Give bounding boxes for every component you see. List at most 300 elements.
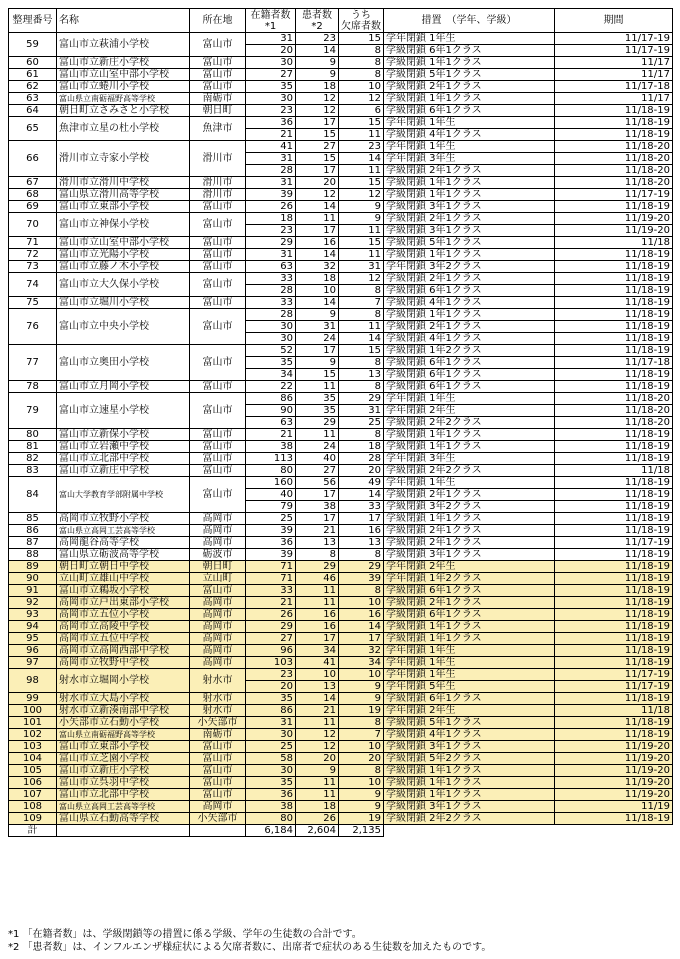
enrolled-count: 35 (246, 81, 296, 93)
closure-measure: 学年閉鎖 1年生 (384, 141, 555, 153)
enrolled-count: 31 (246, 717, 296, 729)
enrolled-count: 58 (246, 753, 296, 765)
enrolled-count: 26 (246, 609, 296, 621)
enrolled-count: 86 (246, 393, 296, 405)
patient-count: 8 (296, 549, 339, 561)
closure-measure: 学級閉鎖 4年1クラス (384, 129, 555, 141)
enrolled-count: 30 (246, 333, 296, 345)
absent-count: 31 (339, 405, 384, 417)
closure-period: 11/18-19 (555, 285, 673, 297)
closure-period: 11/19-20 (555, 789, 673, 801)
closure-period: 11/17-19 (555, 45, 673, 57)
table-row (9, 801, 673, 813)
closure-period: 11/18-19 (555, 105, 673, 117)
table-row (9, 705, 673, 717)
table-row (9, 585, 673, 597)
patient-count: 17 (296, 345, 339, 357)
closure-period: 11/18-19 (555, 489, 673, 501)
closure-period: 11/18-19 (555, 585, 673, 597)
enrolled-count: 31 (246, 33, 296, 45)
patient-count: 17 (296, 489, 339, 501)
table-row (9, 525, 673, 537)
closure-period: 11/18-19 (555, 729, 673, 741)
patient-count: 12 (296, 93, 339, 105)
closure-period: 11/18-19 (555, 597, 673, 609)
school-location: 立山町 (190, 573, 246, 585)
closure-measure: 学級閉鎖 5年2クラス (384, 753, 555, 765)
closure-period: 11/18-19 (555, 297, 673, 309)
absent-count: 8 (339, 309, 384, 321)
absent-count: 32 (339, 645, 384, 657)
patient-count: 29 (296, 417, 339, 429)
patient-count: 17 (296, 225, 339, 237)
patient-count: 35 (296, 405, 339, 417)
header-enrolled: 在籍者数 *1 (246, 9, 296, 33)
school-name: 富山市立藤ノ木小学校 (57, 261, 190, 273)
school-name: 射水市立大島小学校 (57, 693, 190, 705)
closure-measure: 学級閉鎖 2年2クラス (384, 417, 555, 429)
table-row (9, 477, 673, 489)
closure-measure: 学級閉鎖 3年1クラス (384, 741, 555, 753)
enrolled-count: 22 (246, 381, 296, 393)
enrolled-count: 160 (246, 477, 296, 489)
school-location: 南砺市 (190, 729, 246, 741)
closure-measure: 学級閉鎖 6年1クラス (384, 585, 555, 597)
closure-table (8, 8, 673, 837)
school-number: 81 (9, 441, 57, 453)
school-name: 高岡市立高陵中学校 (57, 621, 190, 633)
school-location: 朝日町 (190, 561, 246, 573)
closure-measure: 学級閉鎖 6年1クラス (384, 45, 555, 57)
patient-count: 17 (296, 165, 339, 177)
enrolled-count: 71 (246, 573, 296, 585)
table-row (9, 693, 673, 705)
school-number: 82 (9, 453, 57, 465)
closure-period: 11/18-19 (555, 573, 673, 585)
table-row (9, 765, 673, 777)
school-number: 72 (9, 249, 57, 261)
table-row (9, 573, 673, 585)
school-location: 富山市 (190, 441, 246, 453)
closure-period: 11/18-19 (555, 441, 673, 453)
closure-measure: 学級閉鎖 2年1クラス (384, 165, 555, 177)
school-location: 高岡市 (190, 597, 246, 609)
table-row (9, 561, 673, 573)
closure-measure: 学級閉鎖 5年1クラス (384, 69, 555, 81)
closure-period: 11/18-19 (555, 453, 673, 465)
closure-measure: 学年閉鎖 1年生 (384, 117, 555, 129)
school-name: 富山市立神保小学校 (57, 213, 190, 237)
absent-count: 19 (339, 705, 384, 717)
patient-count: 15 (296, 153, 339, 165)
enrolled-count: 31 (246, 177, 296, 189)
table-row (9, 789, 673, 801)
closure-period: 11/18-19 (555, 657, 673, 669)
closure-period: 11/18-19 (555, 693, 673, 705)
school-location: 高岡市 (190, 609, 246, 621)
school-number: 74 (9, 273, 57, 297)
absent-count: 15 (339, 345, 384, 357)
school-name: 富山県立高岡工芸高等学校 (57, 801, 190, 813)
footnote-2: *2 「患者数」は、インフルエンザ様症状による欠席者数に、出席者で症状のある生徒数を加えたものです。 (8, 942, 492, 953)
school-number: 85 (9, 513, 57, 525)
closure-period: 11/18-19 (555, 525, 673, 537)
total-blank-measure (384, 825, 555, 837)
patient-count: 12 (296, 741, 339, 753)
school-number: 75 (9, 297, 57, 309)
closure-measure: 学年閉鎖 1年生 (384, 645, 555, 657)
enrolled-count: 35 (246, 357, 296, 369)
header-absent: うち 欠席者数 (339, 9, 384, 33)
patient-count: 41 (296, 657, 339, 669)
closure-measure: 学級閉鎖 6年1クラス (384, 105, 555, 117)
closure-measure: 学年閉鎖 1年2クラス (384, 573, 555, 585)
absent-count: 9 (339, 201, 384, 213)
enrolled-count: 40 (246, 489, 296, 501)
patient-count: 24 (296, 333, 339, 345)
patient-count: 40 (296, 453, 339, 465)
enrolled-count: 28 (246, 309, 296, 321)
school-location: 富山市 (190, 429, 246, 441)
closure-period: 11/18-19 (555, 633, 673, 645)
absent-count: 25 (339, 417, 384, 429)
table-row (9, 297, 673, 309)
enrolled-count: 36 (246, 537, 296, 549)
closure-measure: 学級閉鎖 1年1クラス (384, 513, 555, 525)
table-row (9, 537, 673, 549)
patient-count: 10 (296, 285, 339, 297)
patient-count: 9 (296, 357, 339, 369)
school-number: 101 (9, 717, 57, 729)
closure-measure: 学級閉鎖 2年1クラス (384, 489, 555, 501)
school-number: 109 (9, 813, 57, 825)
school-name: 富山市立萩浦小学校 (57, 33, 190, 57)
closure-measure: 学級閉鎖 1年1クラス (384, 429, 555, 441)
absent-count: 14 (339, 489, 384, 501)
school-name: 富山市立蜷川小学校 (57, 81, 190, 93)
closure-measure: 学年閉鎖 1年生 (384, 393, 555, 405)
school-name: 富山市立新庄中学校 (57, 465, 190, 477)
table-row (9, 633, 673, 645)
patient-count: 32 (296, 261, 339, 273)
school-location: 富山市 (190, 69, 246, 81)
closure-period: 11/18-19 (555, 477, 673, 489)
school-name: 高岡市立牧野小学校 (57, 513, 190, 525)
school-location: 高岡市 (190, 645, 246, 657)
closure-period: 11/18-19 (555, 273, 673, 285)
patient-count: 27 (296, 465, 339, 477)
school-number: 90 (9, 573, 57, 585)
enrolled-count: 39 (246, 549, 296, 561)
enrolled-count: 63 (246, 417, 296, 429)
enrolled-count: 23 (246, 669, 296, 681)
absent-count: 15 (339, 33, 384, 45)
closure-period: 11/18-19 (555, 309, 673, 321)
school-location: 富山市 (190, 789, 246, 801)
school-name: 射水市立堀岡小学校 (57, 669, 190, 693)
patient-count: 11 (296, 777, 339, 789)
closure-period: 11/19-20 (555, 777, 673, 789)
enrolled-count: 23 (246, 225, 296, 237)
closure-period: 11/18 (555, 237, 673, 249)
closure-period: 11/18-19 (555, 345, 673, 357)
school-location: 富山市 (190, 201, 246, 213)
school-location: 富山市 (190, 741, 246, 753)
closure-period: 11/18-19 (555, 813, 673, 825)
school-number: 102 (9, 729, 57, 741)
enrolled-count: 30 (246, 765, 296, 777)
absent-count: 8 (339, 45, 384, 57)
footnote-1: *1 「在籍者数」は、学級閉鎖等の措置に係る学級、学年の生徒数の合計です。 (8, 929, 362, 940)
school-number: 100 (9, 705, 57, 717)
enrolled-count: 38 (246, 801, 296, 813)
closure-measure: 学級閉鎖 4年1クラス (384, 333, 555, 345)
enrolled-count: 30 (246, 729, 296, 741)
patient-count: 12 (296, 189, 339, 201)
closure-measure: 学級閉鎖 1年2クラス (384, 345, 555, 357)
school-name: 富山大学教育学部附属中学校 (57, 477, 190, 513)
school-number: 96 (9, 645, 57, 657)
absent-count: 11 (339, 165, 384, 177)
enrolled-count: 90 (246, 405, 296, 417)
school-number: 83 (9, 465, 57, 477)
school-location: 射水市 (190, 705, 246, 717)
closure-period: 11/18-19 (555, 609, 673, 621)
patient-count: 17 (296, 513, 339, 525)
school-number: 103 (9, 741, 57, 753)
closure-measure: 学年閉鎖 5年生 (384, 681, 555, 693)
school-location: 滑川市 (190, 177, 246, 189)
absent-count: 13 (339, 369, 384, 381)
absent-count: 8 (339, 717, 384, 729)
absent-count: 8 (339, 357, 384, 369)
closure-measure: 学年閉鎖 3年2クラス (384, 261, 555, 273)
enrolled-count: 79 (246, 501, 296, 513)
school-name: 富山県立滑川高等学校 (57, 189, 190, 201)
patient-count: 13 (296, 681, 339, 693)
table-row (9, 237, 673, 249)
school-location: 富山市 (190, 57, 246, 69)
patient-count: 11 (296, 213, 339, 225)
school-name: 富山市立北部中学校 (57, 789, 190, 801)
closure-period: 11/18-19 (555, 333, 673, 345)
absent-count: 10 (339, 777, 384, 789)
closure-period: 11/17-19 (555, 681, 673, 693)
patient-count: 31 (296, 321, 339, 333)
closure-measure: 学級閉鎖 4年1クラス (384, 297, 555, 309)
school-name: 富山市立東部小学校 (57, 201, 190, 213)
patient-count: 18 (296, 801, 339, 813)
patient-count: 20 (296, 177, 339, 189)
table-row (9, 669, 673, 681)
closure-period: 11/17 (555, 69, 673, 81)
closure-measure: 学級閉鎖 1年1クラス (384, 177, 555, 189)
absent-count: 11 (339, 225, 384, 237)
school-name: 射水市立新湊南部中学校 (57, 705, 190, 717)
table-row (9, 69, 673, 81)
absent-count: 12 (339, 189, 384, 201)
closure-period: 11/18-19 (555, 129, 673, 141)
absent-count: 12 (339, 273, 384, 285)
school-location: 富山市 (190, 249, 246, 261)
enrolled-count: 25 (246, 741, 296, 753)
enrolled-count: 29 (246, 621, 296, 633)
patient-count: 17 (296, 633, 339, 645)
patient-count: 18 (296, 81, 339, 93)
enrolled-count: 25 (246, 513, 296, 525)
school-name: 富山市立奥田小学校 (57, 345, 190, 381)
school-location: 滑川市 (190, 189, 246, 201)
enrolled-count: 30 (246, 321, 296, 333)
closure-measure: 学年閉鎖 1年生 (384, 657, 555, 669)
table-row (9, 657, 673, 669)
footnotes (8, 928, 491, 954)
absent-count: 29 (339, 393, 384, 405)
patient-count: 11 (296, 789, 339, 801)
school-name: 富山市立北部中学校 (57, 453, 190, 465)
table-row (9, 93, 673, 105)
school-number: 94 (9, 621, 57, 633)
enrolled-count: 80 (246, 465, 296, 477)
closure-period: 11/18-19 (555, 561, 673, 573)
closure-measure: 学年閉鎖 2年生 (384, 405, 555, 417)
patient-count: 11 (296, 597, 339, 609)
absent-count: 17 (339, 513, 384, 525)
school-name: 魚津市立星の杜小学校 (57, 117, 190, 141)
table-row (9, 213, 673, 225)
table-row (9, 201, 673, 213)
absent-count: 8 (339, 585, 384, 597)
enrolled-count: 63 (246, 261, 296, 273)
closure-period: 11/17-18 (555, 357, 673, 369)
absent-count: 11 (339, 129, 384, 141)
table-row (9, 609, 673, 621)
school-location: 富山市 (190, 33, 246, 57)
total-row (9, 825, 673, 837)
closure-period: 11/18-19 (555, 369, 673, 381)
header-patients: 患者数 *2 (296, 9, 339, 33)
closure-measure: 学級閉鎖 2年1クラス (384, 597, 555, 609)
school-number: 62 (9, 81, 57, 93)
enrolled-count: 71 (246, 561, 296, 573)
total-blank-loc (190, 825, 246, 837)
enrolled-count: 96 (246, 645, 296, 657)
school-number: 91 (9, 585, 57, 597)
school-name: 富山市立山室中部小学校 (57, 237, 190, 249)
table-row (9, 249, 673, 261)
absent-count: 8 (339, 429, 384, 441)
school-number: 59 (9, 33, 57, 57)
absent-count: 9 (339, 789, 384, 801)
closure-measure: 学年閉鎖 1年生 (384, 33, 555, 45)
closure-measure: 学級閉鎖 3年1クラス (384, 201, 555, 213)
school-number: 68 (9, 189, 57, 201)
closure-period: 11/19-20 (555, 213, 673, 225)
patient-count: 14 (296, 693, 339, 705)
closure-measure: 学級閉鎖 1年1クラス (384, 777, 555, 789)
school-location: 射水市 (190, 693, 246, 705)
table-row (9, 189, 673, 201)
patient-count: 14 (296, 297, 339, 309)
absent-count: 28 (339, 453, 384, 465)
school-location: 小矢部市 (190, 717, 246, 729)
closure-period: 11/18-19 (555, 321, 673, 333)
absent-count: 10 (339, 597, 384, 609)
closure-period: 11/18 (555, 705, 673, 717)
patient-count: 12 (296, 105, 339, 117)
closure-measure: 学級閉鎖 1年1クラス (384, 441, 555, 453)
school-location: 富山市 (190, 345, 246, 381)
school-name: 富山県立砺波高等学校 (57, 549, 190, 561)
closure-period: 11/17-19 (555, 669, 673, 681)
school-number: 78 (9, 381, 57, 393)
closure-measure: 学級閉鎖 6年1クラス (384, 609, 555, 621)
absent-count: 18 (339, 441, 384, 453)
school-number: 79 (9, 393, 57, 429)
closure-measure: 学級閉鎖 2年1クラス (384, 81, 555, 93)
absent-count: 16 (339, 609, 384, 621)
absent-count: 15 (339, 177, 384, 189)
school-location: 高岡市 (190, 633, 246, 645)
absent-count: 31 (339, 261, 384, 273)
table-row (9, 777, 673, 789)
enrolled-count: 31 (246, 153, 296, 165)
patient-count: 9 (296, 69, 339, 81)
enrolled-count: 21 (246, 429, 296, 441)
patient-count: 9 (296, 309, 339, 321)
patient-count: 15 (296, 369, 339, 381)
absent-count: 10 (339, 669, 384, 681)
absent-count: 9 (339, 693, 384, 705)
closure-period: 11/18-20 (555, 165, 673, 177)
school-number: 106 (9, 777, 57, 789)
total-blank-period (555, 825, 673, 837)
header-period: 期間 (555, 9, 673, 33)
patient-count: 14 (296, 249, 339, 261)
school-number: 99 (9, 693, 57, 705)
absent-count: 20 (339, 753, 384, 765)
school-number: 95 (9, 633, 57, 645)
enrolled-count: 35 (246, 693, 296, 705)
school-name: 立山町立雄山中学校 (57, 573, 190, 585)
header-location: 所在地 (190, 9, 246, 33)
school-name: 滑川市立寺家小学校 (57, 141, 190, 177)
patient-count: 16 (296, 237, 339, 249)
enrolled-count: 28 (246, 285, 296, 297)
school-number: 76 (9, 309, 57, 345)
closure-measure: 学年閉鎖 1年生 (384, 669, 555, 681)
enrolled-count: 31 (246, 249, 296, 261)
school-name: 富山市立新庄小学校 (57, 57, 190, 69)
closure-period: 11/17-19 (555, 537, 673, 549)
school-number: 80 (9, 429, 57, 441)
enrolled-count: 27 (246, 69, 296, 81)
school-location: 魚津市 (190, 117, 246, 141)
absent-count: 10 (339, 81, 384, 93)
table-row (9, 261, 673, 273)
closure-period: 11/18-19 (555, 429, 673, 441)
closure-period: 11/18-20 (555, 141, 673, 153)
school-location: 高岡市 (190, 525, 246, 537)
closure-measure: 学級閉鎖 2年1クラス (384, 321, 555, 333)
enrolled-count: 33 (246, 297, 296, 309)
absent-count: 8 (339, 381, 384, 393)
school-number: 105 (9, 765, 57, 777)
absent-count: 15 (339, 117, 384, 129)
closure-measure: 学級閉鎖 2年1クラス (384, 525, 555, 537)
table-row (9, 597, 673, 609)
table-row (9, 813, 673, 825)
